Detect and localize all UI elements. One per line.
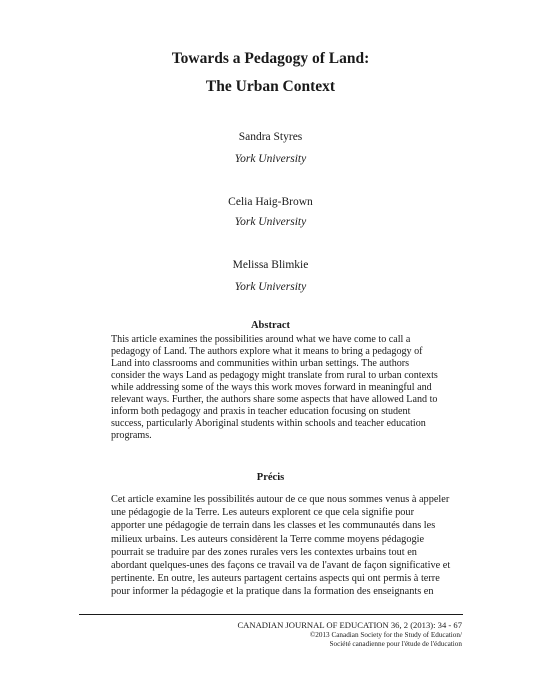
precis-heading: Précis (256, 472, 285, 483)
precis-line: milieux urbains. Les auteurs considèrent la Terre comme moyens pédagogie (111, 533, 425, 545)
precis-line: Cet article examine les possibilités autour de ce que nous sommes venus à appeler (111, 494, 450, 505)
paper-title-line-2: The Urban Context (205, 78, 336, 95)
precis-body (111, 493, 451, 599)
abstract-line: pedagogy of Land. The authors explore what it means to bring a pedagogy of (111, 346, 423, 357)
precis-line: pourrait se traduire par des zones rurales vers les contextes urbains tout en (111, 546, 417, 558)
abstract-line: success, particularly Aboriginal students within schools and teacher education (111, 418, 426, 429)
paper-title-line-1: Towards a Pedagogy of Land: (171, 50, 370, 67)
author-name-1: Sandra Styres (238, 131, 303, 143)
abstract-heading: Abstract (250, 320, 291, 331)
precis-line: abordant quelques-unes des façons ce travail va de l'avant de façon significative et (111, 560, 451, 572)
author-name-2: Celia Haig-Brown (228, 196, 313, 208)
footer-divider (79, 614, 463, 615)
journal-citation: CANADIAN JOURNAL OF EDUCATION 36, 2 (2013): 34 - 67 (237, 620, 462, 630)
abstract-line: relevant ways. Further, the authors share some aspects that have allowed Land to (111, 394, 438, 405)
abstract-line: while addressing some of the ways this work moves forward in meaningful and (111, 382, 432, 393)
author-name-3: Melissa Blimkie (232, 259, 309, 271)
author-affiliation-1: York University (234, 153, 307, 165)
precis-line: pertinente. En outre, les auteurs partagent certains aspects qui ont permis à terre (111, 573, 440, 585)
precis-line: pour informer la pédagogie et la pratique dans la formation des enseignants en (111, 586, 434, 598)
abstract-line: This article examines the possibilities around what we have come to call a (111, 334, 411, 345)
abstract-line: programs. (111, 430, 152, 441)
author-affiliation-2: York University (234, 216, 307, 228)
abstract-line: consider the ways Land as pedagogy might translate from rural to urban contexts (111, 370, 438, 381)
precis-line: une pédagogie de la Terre. Les auteurs explorent ce que cela signifie pour (111, 507, 415, 519)
abstract-body (111, 334, 438, 442)
copyright-notice (310, 631, 462, 649)
abstract-line: Land into classrooms and communities within urban settings. The authors (111, 358, 410, 369)
precis-line: apporter une pédagogie de terrain dans les classes et les communautés dans les (111, 520, 436, 532)
copyright-line-2: Société canadienne pour l'étude de l'éducation (329, 640, 462, 648)
copyright-line-1: ©2013 Canadian Society for the Study of Education/ (309, 631, 462, 639)
abstract-line: inform both pedagogy and praxis in teacher education focusing on student (111, 406, 411, 417)
author-affiliation-3: York University (234, 281, 307, 293)
